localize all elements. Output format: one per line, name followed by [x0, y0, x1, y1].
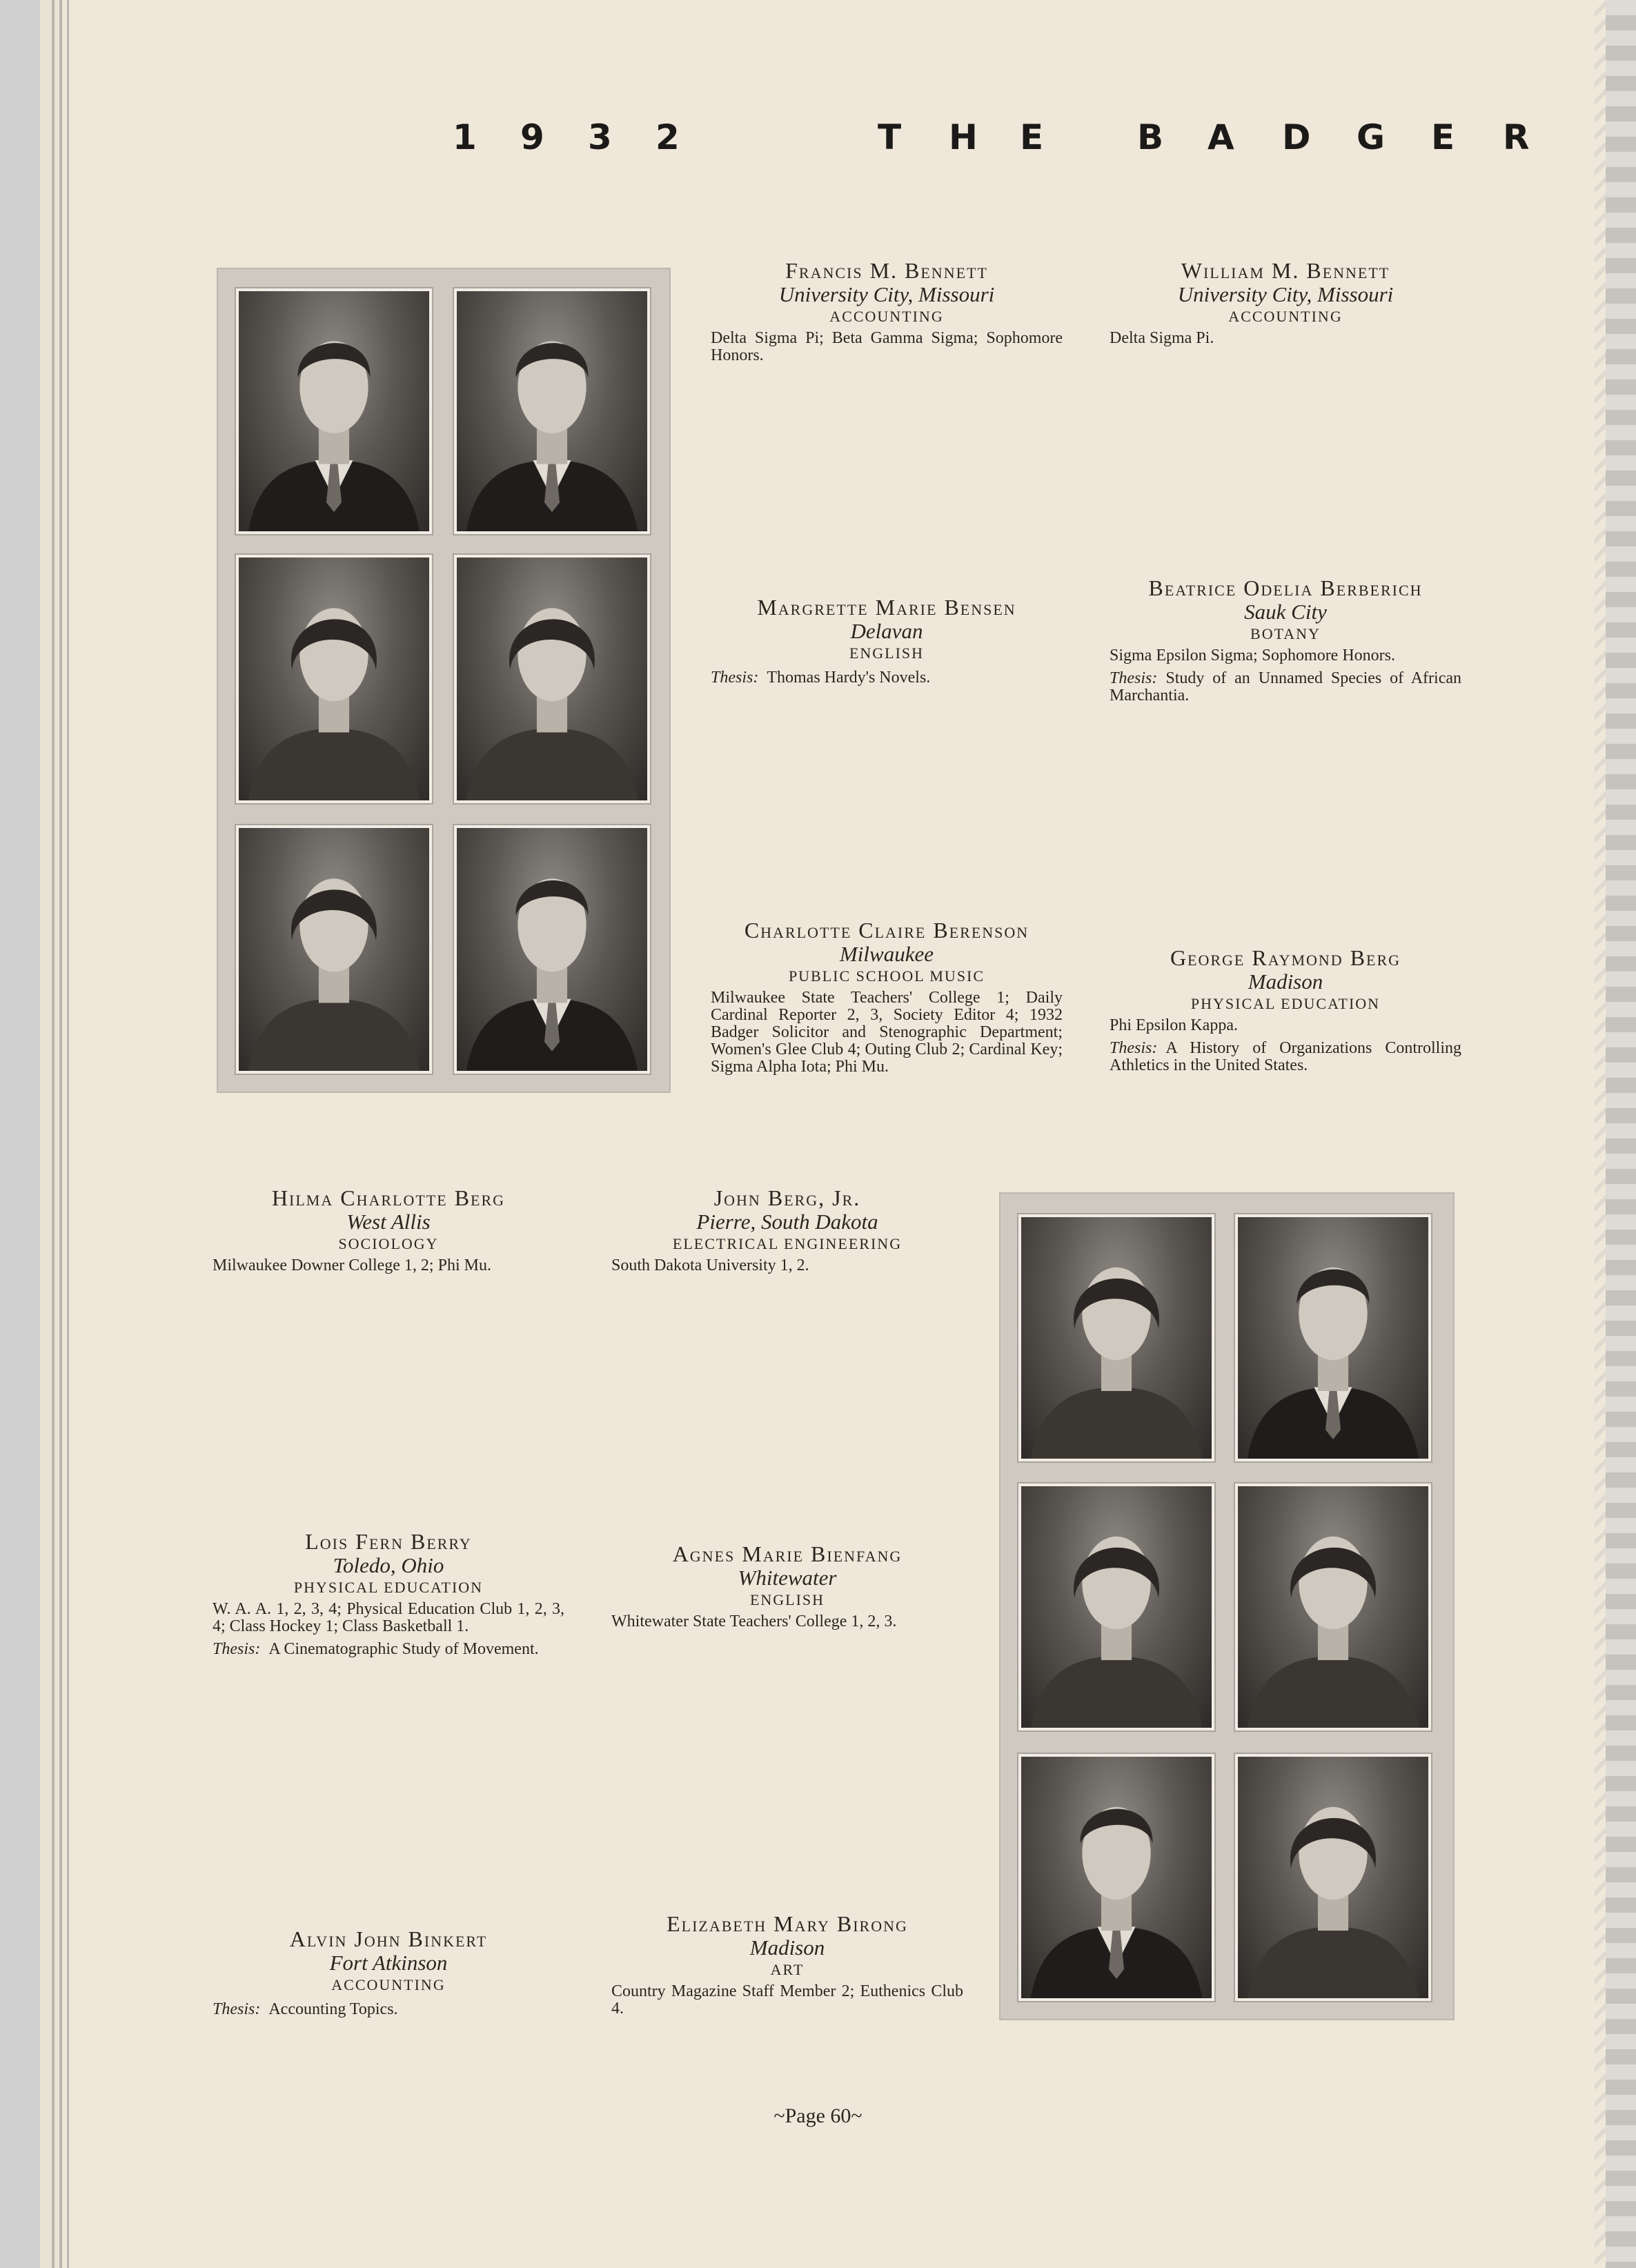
right-page-edge: [1606, 0, 1636, 2268]
student-name: George Raymond Berg: [1170, 945, 1401, 970]
student-hometown: Milwaukee: [839, 942, 934, 966]
title-letter: A: [1208, 117, 1234, 157]
student-activities: Delta Sigma Pi; Beta Gamma Sigma; Sophomore Honors.: [711, 329, 1063, 364]
year-digit: 1: [453, 117, 477, 157]
student-entry: [711, 595, 1063, 687]
student-entry: [611, 1541, 963, 1630]
title-letter: R: [1503, 117, 1530, 157]
student-entry: [213, 1185, 564, 1274]
margin-rule: [52, 0, 55, 2268]
student-activities: W. A. A. 1, 2, 3, 4; Physical Education Club 1, 2, 3, 4; Class Hockey 1; Class Basketball 1.: [213, 1600, 564, 1635]
student-entry: [1110, 575, 1461, 704]
student-hometown: West Allis: [346, 1210, 431, 1234]
page-number: ~Page 60~: [773, 2104, 863, 2127]
student-hometown: Toledo, Ohio: [333, 1553, 444, 1577]
portrait-silhouette: [239, 558, 429, 800]
student-hometown: University City, Missouri: [778, 282, 995, 306]
thesis-label: Thesis:: [711, 669, 759, 687]
student-activities: Whitewater State Teachers' College 1, 2, 3.: [611, 1613, 897, 1630]
thesis-label: Thesis:: [1110, 669, 1158, 687]
student-major: BOTANY: [1250, 625, 1321, 642]
thesis-title: A Cinematographic Study of Movement.: [268, 1640, 539, 1658]
title-letter: E: [1020, 117, 1044, 157]
student-hometown: Madison: [749, 1935, 825, 1960]
student-activities: Sigma Epsilon Sigma; Sophomore Honors.: [1110, 647, 1395, 664]
thesis-label: Thesis:: [1110, 1039, 1158, 1057]
thesis-title: Thomas Hardy's Novels.: [767, 669, 931, 687]
photo-panel-bottom: [999, 1192, 1455, 2020]
running-head: [0, 117, 1636, 166]
portrait-silhouette: [457, 291, 647, 531]
margin-rule: [67, 0, 69, 2268]
student-name: Beatrice Odelia Berberich: [1148, 575, 1423, 600]
margin-rule: [59, 0, 62, 2268]
title-letter: B: [1137, 117, 1164, 157]
student-thesis: [1110, 670, 1461, 704]
student-name: Agnes Marie Bienfang: [672, 1541, 903, 1566]
thesis-label: Thesis:: [213, 1640, 261, 1658]
portrait-silhouette: [1238, 1486, 1428, 1728]
student-thesis: [213, 1641, 564, 1658]
student-major: ACCOUNTING: [331, 1976, 446, 1993]
student-name: Margrette Marie Bensen: [757, 595, 1016, 620]
year-digit: 2: [656, 117, 680, 157]
title-letter: G: [1357, 117, 1386, 157]
student-major: SOCIOLOGY: [338, 1235, 439, 1252]
portrait-photo: [1235, 1754, 1431, 2001]
student-name: Alvin John Binkert: [289, 1926, 488, 1951]
student-major: ENGLISH: [849, 644, 925, 662]
portrait-photo: [236, 555, 432, 803]
portrait-photo: [1018, 1214, 1214, 1461]
student-activities: Phi Epsilon Kappa.: [1110, 1016, 1238, 1034]
student-thesis: [711, 669, 1063, 687]
portrait-silhouette: [1238, 1757, 1428, 1998]
student-major: ART: [770, 1961, 805, 1978]
portrait-silhouette: [1021, 1217, 1212, 1459]
portrait-photo: [454, 288, 650, 534]
student-hometown: Sauk City: [1244, 600, 1327, 624]
student-entry: [1110, 945, 1461, 1074]
student-activities: South Dakota University 1, 2.: [611, 1256, 809, 1274]
student-name: Lois Fern Berry: [305, 1529, 472, 1554]
student-hometown: University City, Missouri: [1177, 282, 1394, 306]
title-letter: H: [949, 117, 978, 157]
student-name: Elizabeth Mary Birong: [667, 1911, 908, 1936]
year-digit: 9: [520, 117, 544, 157]
portrait-silhouette: [239, 828, 429, 1071]
student-activities: Milwaukee State Teachers' College 1; Daily Cardinal Reporter 2, 3, Society Editor 4; 1932 Badger Solicitor and Stenographic Department; Women's Glee Club 4; Outing Club 2; Cardinal Key; Sigma Alpha Iota; Phi Mu.: [711, 989, 1063, 1076]
portrait-photo: [236, 288, 432, 534]
student-major: PHYSICAL EDUCATION: [293, 1579, 484, 1596]
thesis-title: A History of Organizations Controlling Athletics in the United States.: [1110, 1039, 1461, 1074]
portrait-silhouette: [457, 558, 647, 800]
portrait-silhouette: [1021, 1757, 1212, 1998]
student-major: ACCOUNTING: [1228, 308, 1343, 325]
student-name: Hilma Charlotte Berg: [271, 1185, 506, 1210]
student-thesis: [213, 2001, 564, 2018]
student-entry: [1110, 258, 1461, 347]
title-letter: D: [1282, 117, 1311, 157]
student-major: ACCOUNTING: [829, 308, 944, 325]
student-hometown: Madison: [1248, 969, 1323, 994]
title-letter: E: [1431, 117, 1455, 157]
student-major: PUBLIC SCHOOL MUSIC: [788, 967, 985, 985]
portrait-silhouette: [1021, 1486, 1212, 1728]
thesis-title: Study of an Unnamed Species of African Marchantia.: [1110, 669, 1461, 704]
thesis-title: Accounting Topics.: [268, 2000, 398, 2018]
student-major: PHYSICAL EDUCATION: [1190, 995, 1381, 1012]
student-entry: [711, 258, 1063, 364]
thesis-label: Thesis:: [213, 2000, 261, 2018]
student-hometown: Whitewater: [738, 1566, 837, 1590]
portrait-photo: [1235, 1214, 1431, 1461]
student-activities: Milwaukee Downer College 1, 2; Phi Mu.: [213, 1256, 491, 1274]
portrait-photo: [454, 555, 650, 803]
student-hometown: Pierre, South Dakota: [696, 1210, 878, 1234]
year-digit: 3: [588, 117, 612, 157]
student-name: William M. Bennett: [1181, 258, 1390, 283]
portrait-silhouette: [239, 291, 429, 531]
student-name: Charlotte Claire Berenson: [744, 918, 1029, 943]
student-activities: Country Magazine Staff Member 2; Euthenics Club 4.: [611, 1982, 963, 2018]
student-name: John Berg, Jr.: [713, 1185, 861, 1210]
student-entry: [611, 1911, 963, 2018]
student-entry: [611, 1185, 963, 1274]
student-major: ELECTRICAL ENGINEERING: [672, 1235, 903, 1252]
title-letter: T: [878, 117, 902, 157]
student-hometown: Delavan: [850, 619, 923, 643]
student-name: Francis M. Bennett: [785, 258, 988, 283]
student-activities: Delta Sigma Pi.: [1110, 329, 1214, 347]
portrait-photo: [1235, 1483, 1431, 1730]
portrait-photo: [236, 825, 432, 1074]
student-entry: [213, 1926, 564, 2018]
student-hometown: Fort Atkinson: [329, 1951, 448, 1975]
student-major: ENGLISH: [749, 1591, 825, 1608]
portrait-silhouette: [457, 828, 647, 1071]
student-entry: [711, 918, 1063, 1076]
photo-panel-top: [217, 268, 671, 1093]
student-entry: [213, 1529, 564, 1658]
portrait-silhouette: [1238, 1217, 1428, 1459]
left-page-edge: [0, 0, 40, 2268]
student-thesis: [1110, 1040, 1461, 1074]
portrait-photo: [454, 825, 650, 1074]
portrait-photo: [1018, 1754, 1214, 2001]
portrait-photo: [1018, 1483, 1214, 1730]
